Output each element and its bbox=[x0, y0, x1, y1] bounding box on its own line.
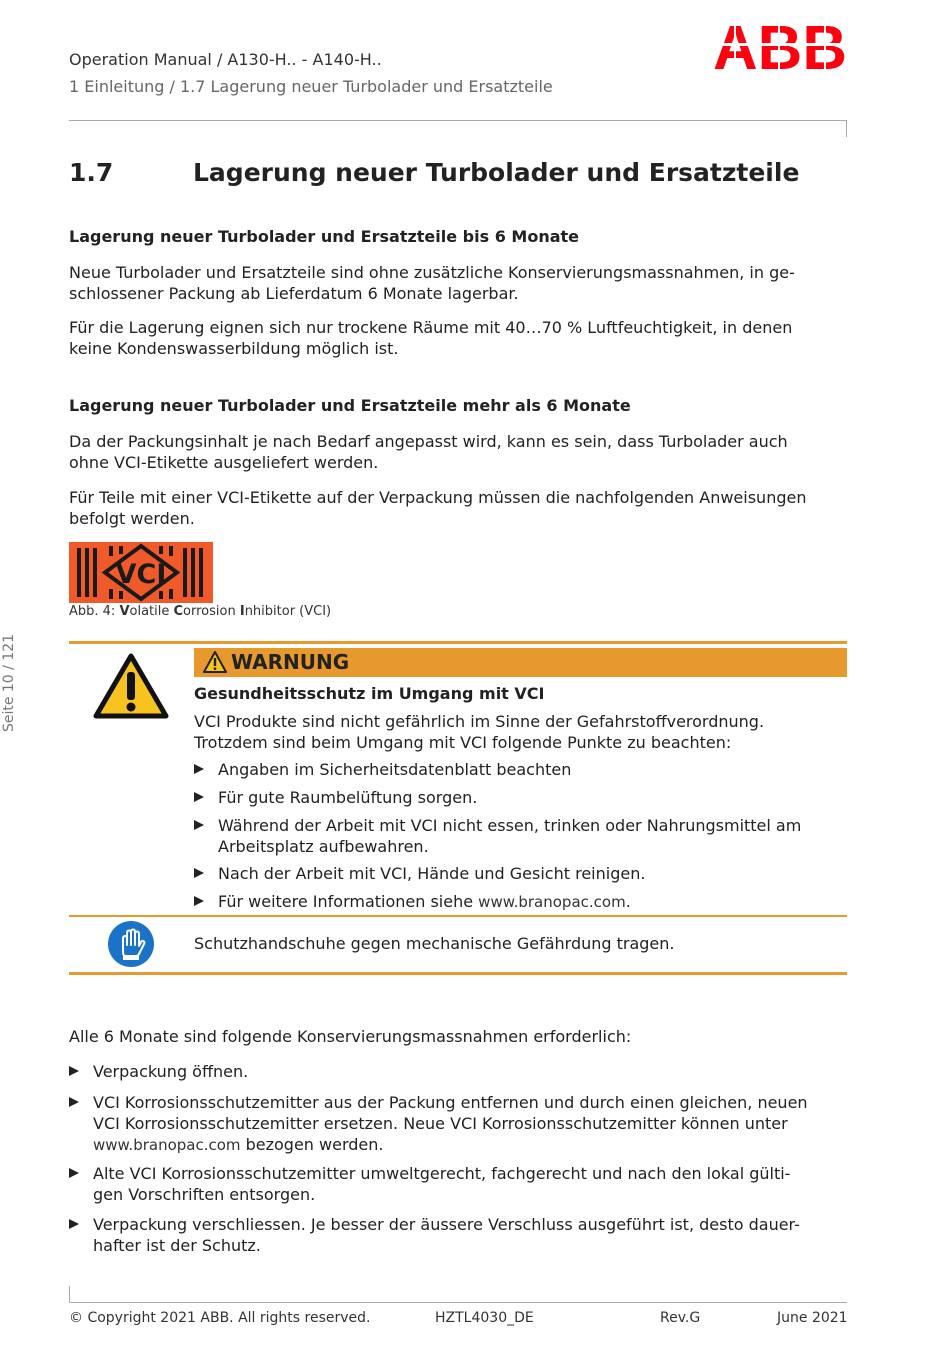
paragraph-line: befolgt werden. bbox=[69, 509, 195, 528]
footer-copyright: © Copyright 2021 ABB. All rights reserved. bbox=[69, 1310, 371, 1326]
svg-text:VCI: VCI bbox=[115, 559, 167, 590]
glove-icon bbox=[108, 921, 154, 967]
warning-top-rule bbox=[69, 641, 847, 644]
warning-list-item: Für gute Raumbelüftung sorgen. bbox=[194, 787, 834, 808]
paragraph-line: schlossener Packung ab Lieferdatum 6 Monate lagerbar. bbox=[69, 284, 519, 303]
subheading-more-than-6-months: Lagerung neuer Turbolader und Ersatzteile mehr als 6 Monate bbox=[69, 396, 631, 415]
side-page-number: Seite 10 / 121 bbox=[1, 633, 17, 733]
footer-revision: Rev.G bbox=[660, 1310, 701, 1326]
abb-logo bbox=[712, 20, 848, 72]
warning-label: WARNUNG bbox=[231, 650, 350, 674]
bullet-triangle-icon bbox=[194, 868, 204, 878]
section-number: 1.7 bbox=[69, 158, 114, 187]
footer-date: June 2021 bbox=[777, 1310, 848, 1326]
maintenance-list-item: Verpackung verschliessen. Je besser der äussere Verschluss ausgeführt ist, desto dauer- hafter ist der Schutz. bbox=[69, 1214, 849, 1256]
paragraph-line: Da der Packungsinhalt je nach Bedarf angepasst wird, kann es sein, dass Turbolader auch bbox=[69, 432, 788, 451]
warning-triangle-icon bbox=[93, 653, 169, 719]
paragraph-line: Für die Lagerung eignen sich nur trockene Räume mit 40…70 % Luftfeuchtigkeit, in denen bbox=[69, 318, 793, 337]
glove-instruction: Schutzhandschuhe gegen mechanische Gefährdung tragen. bbox=[194, 934, 675, 953]
footer-doc-id: HZTL4030_DE bbox=[435, 1310, 534, 1326]
bullet-triangle-icon bbox=[194, 764, 204, 774]
branopac-link[interactable]: www.branopac.com bbox=[478, 893, 626, 911]
paragraph-line: keine Kondenswasserbildung möglich ist. bbox=[69, 339, 399, 358]
warning-header-bar bbox=[194, 648, 847, 677]
subheading-up-to-6-months: Lagerung neuer Turbolader und Ersatzteile bis 6 Monate bbox=[69, 227, 579, 246]
warning-list-item: Während der Arbeit mit VCI nicht essen, trinken oder Nahrungsmittel am Arbeitsplatz aufbewahren. bbox=[194, 815, 834, 857]
warning-list-item: Nach der Arbeit mit VCI, Hände und Gesicht reinigen. bbox=[194, 863, 834, 884]
footer-rule-tick bbox=[69, 1286, 70, 1303]
paragraph-line: Für Teile mit einer VCI-Etikette auf der Verpackung müssen die nachfolgenden Anweisungen bbox=[69, 488, 807, 507]
warning-small-icon bbox=[203, 651, 227, 673]
bullet-triangle-icon bbox=[69, 1168, 79, 1178]
warning-title: Gesundheitsschutz im Umgang mit VCI bbox=[194, 684, 545, 703]
breadcrumb: 1 Einleitung / 1.7 Lagerung neuer Turbolader und Ersatzteile bbox=[69, 77, 553, 96]
maintenance-list-item: VCI Korrosionsschutzemitter aus der Packung entfernen und durch einen gleichen, neuen VCI Korrosionsschutzemitter ersetzen. Neue VCI Korrosionsschutzemitter können unter www.branopac.com bezogen werden. bbox=[69, 1092, 849, 1155]
bullet-triangle-icon bbox=[69, 1097, 79, 1107]
maintenance-list-item: Verpackung öffnen. bbox=[69, 1061, 849, 1082]
maintenance-list-item: Alte VCI Korrosionsschutzemitter umweltgerecht, fachgerecht und nach den lokal gülti- gen Vorschriften entsorgen. bbox=[69, 1163, 849, 1205]
figure-caption: Abb. 4: Volatile Corrosion Inhibitor (VCI) bbox=[69, 604, 332, 619]
bullet-triangle-icon bbox=[194, 896, 204, 906]
warning-list-item: Für weitere Informationen siehe www.branopac.com. bbox=[194, 891, 834, 912]
warning-intro: VCI Produkte sind nicht gefährlich im Sinne der Gefahrstoffverordnung. Trotzdem sind beim Umgang mit VCI folgende Punkte zu beachten: bbox=[194, 712, 765, 752]
branopac-link[interactable]: www.branopac.com bbox=[93, 1136, 241, 1154]
warning-bottom-rule bbox=[69, 972, 847, 975]
paragraph-line: ohne VCI-Etikette ausgeliefert werden. bbox=[69, 453, 379, 472]
paragraph-line: Neue Turbolader und Ersatzteile sind ohne zusätzliche Konservierungsmassnahmen, in ge- bbox=[69, 263, 795, 282]
section-title: Lagerung neuer Turbolader und Ersatzteile bbox=[193, 158, 800, 187]
bullet-triangle-icon bbox=[69, 1219, 79, 1229]
vci-label-image bbox=[69, 542, 213, 603]
warning-list-item: Angaben im Sicherheitsdatenblatt beachten bbox=[194, 759, 834, 780]
header-rule bbox=[69, 120, 847, 121]
bullet-triangle-icon bbox=[194, 820, 204, 830]
bullet-triangle-icon bbox=[194, 792, 204, 802]
warning-divider bbox=[69, 915, 847, 917]
maintenance-intro: Alle 6 Monate sind folgende Konservierungsmassnahmen erforderlich: bbox=[69, 1027, 632, 1046]
manual-title: Operation Manual / A130-H.. - A140-H.. bbox=[69, 50, 382, 69]
footer-rule bbox=[69, 1302, 847, 1303]
bullet-triangle-icon bbox=[69, 1066, 79, 1076]
header-rule-tick bbox=[846, 120, 847, 137]
